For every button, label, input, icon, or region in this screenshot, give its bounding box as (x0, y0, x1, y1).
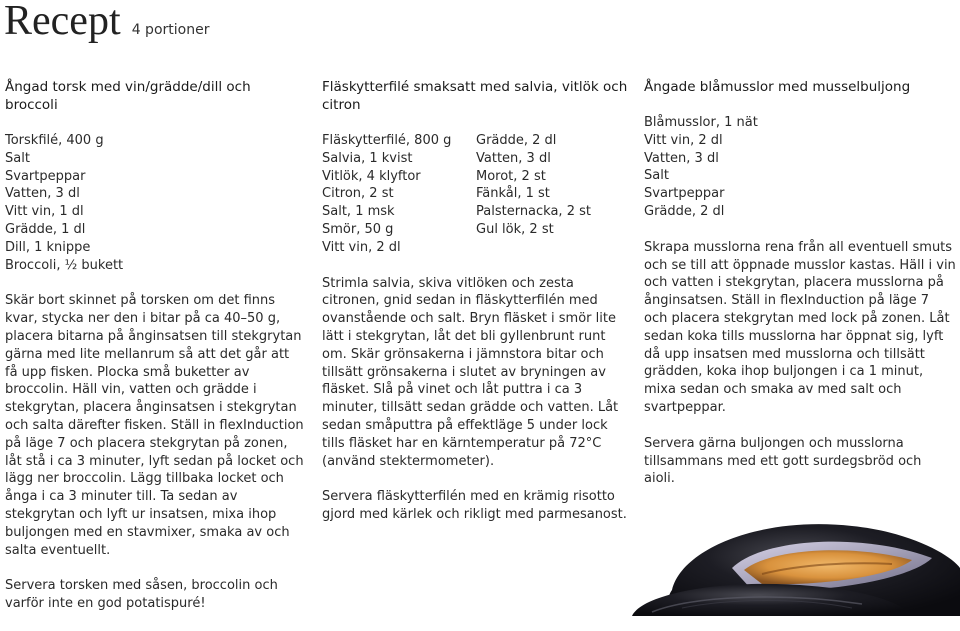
serving-paragraph: Servera gärna buljongen och musslorna tillsammans med ett gott surdegsbröd och aioli. (644, 435, 922, 487)
recipe-header (4, 0, 209, 42)
ingredient-item: Salt (644, 168, 669, 184)
ingredient-item: Smör, 50 g (322, 221, 394, 237)
ingredient-item: Svartpeppar (644, 186, 725, 202)
portions-label: 4 portioner (131, 22, 210, 38)
ingredient-item: Vatten, 3 dl (476, 150, 551, 166)
ingredient-item: Gul lök, 2 st (476, 221, 554, 237)
ingredient-item: Vatten, 3 dl (5, 186, 80, 202)
recipe-pork (322, 78, 632, 542)
ingredient-item: Salt (5, 150, 30, 166)
ingredient-list (476, 132, 591, 257)
ingredient-item: Grädde, 2 dl (644, 203, 725, 219)
ingredient-item: Grädde, 1 dl (5, 221, 86, 237)
ingredient-item: Vitt vin, 2 dl (322, 239, 401, 255)
ingredient-item: Broccoli, ½ bukett (5, 257, 124, 273)
serving-paragraph: Servera fläskytterfilén med en krämig risotto gjord med kärlek och rikligt med parmesanost. (322, 489, 627, 523)
ingredient-item: Vatten, 3 dl (644, 150, 719, 166)
ingredient-columns (322, 132, 632, 257)
ingredient-item: Salvia, 1 kvist (322, 150, 413, 166)
ingredient-item: Svartpeppar (5, 168, 86, 184)
ingredient-item: Palsternacka, 2 st (476, 204, 591, 220)
recipe-heading: Ångade blåmusslor med musselbuljong (644, 79, 911, 95)
recipe-heading: Ångad torsk med vin/grädde/dill och broccoli (5, 79, 251, 113)
ingredient-item: Blåmusslor, 1 nät (644, 115, 758, 130)
ingredient-item: Dill, 1 knippe (5, 239, 91, 255)
recipe-heading: Fläskytterfilé smaksatt med salvia, vitlök och citron (322, 79, 628, 113)
ingredient-item: Vitt vin, 1 dl (5, 204, 84, 220)
ingredient-list (5, 132, 305, 274)
mussels-image (612, 498, 960, 616)
ingredient-item: Torskfilé, 400 g (5, 133, 104, 148)
serving-paragraph: Servera torsken med såsen, broccolin och varför inte en god potatispuré! (5, 578, 278, 612)
ingredient-item: Fänkål, 1 st (476, 186, 550, 202)
instructions-paragraph: Skrapa musslorna rena från all eventuell smuts och se till att öppnade musslor kastas. Häll i vin och vatten i stekgrytan, placera musslorna på ånginsatsen. Ställ in flexInduction på läge 7 och placera stekgrytan med lock på zonen. Låt sedan koka tills musslorna har öppnat sig, lyft då upp insatsen med musslorna och tillsätt grädden, koka ihop buljongen i ca 1 minut, mixa sedan och smaka av med salt och svartpeppar. (644, 239, 956, 415)
ingredient-item: Grädde, 2 dl (476, 133, 557, 148)
ingredient-list (322, 132, 476, 257)
instructions-paragraph: Strimla salvia, skiva vitlöken och zesta citronen, gnid sedan in fläskytterfilén med ovanstående och salt. Bryn fläsket i smör lite lätt i stekgrytan, låt det bli gyllenbrunt runt om. Skär grönsakerna i jämnstora bitar och tillsätt grönsakerna i slutet av bryningen av fläsket. Slå på vinet och låt puttra i ca 3 minuter, tillsätt sedan grädde och vatten. Låt sedan småputtra på effektläge 5 under lock tills fläsket har en kärntemperatur på 72°C (använd stektermometer). (322, 275, 619, 469)
ingredient-item: Fläskytterfilé, 800 g (322, 133, 452, 148)
recipe-cod (5, 78, 305, 631)
ingredient-list (644, 114, 956, 221)
ingredient-item: Morot, 2 st (476, 168, 546, 184)
ingredient-item: Citron, 2 st (322, 186, 394, 202)
ingredient-item: Vitt vin, 2 dl (644, 132, 723, 148)
ingredient-item: Vitlök, 4 klyftor (322, 168, 421, 184)
recipe-mussels (644, 78, 956, 506)
page-title: Recept (4, 0, 121, 44)
instructions-paragraph: Skär bort skinnet på torsken om det finns kvar, stycka ner den i bitar på ca 40–50 g, placera bitarna på ånginsatsen till stekgrytan gärna med lite mellanrum så att det går att få upp fisken. Plocka små buketter av broccolin. Häll vin, vatten och grädde i stekgrytan, placera ånginsatsen i stekgrytan och salta därefter fisken. Ställ in flexInduction på läge 7 och placera stekgrytan på zonen, låt stå i ca 3 minuter, lyft sedan på locket och lägg ner broccolin. Lägg tillbaka locket och ånga i ca 3 minuter till. Ta sedan av stekgrytan och lyft ur insatsen, mixa ihop buljongen med en stavmixer, smaka av och salta eventuellt. (5, 293, 304, 558)
ingredient-item: Salt, 1 msk (322, 204, 395, 220)
